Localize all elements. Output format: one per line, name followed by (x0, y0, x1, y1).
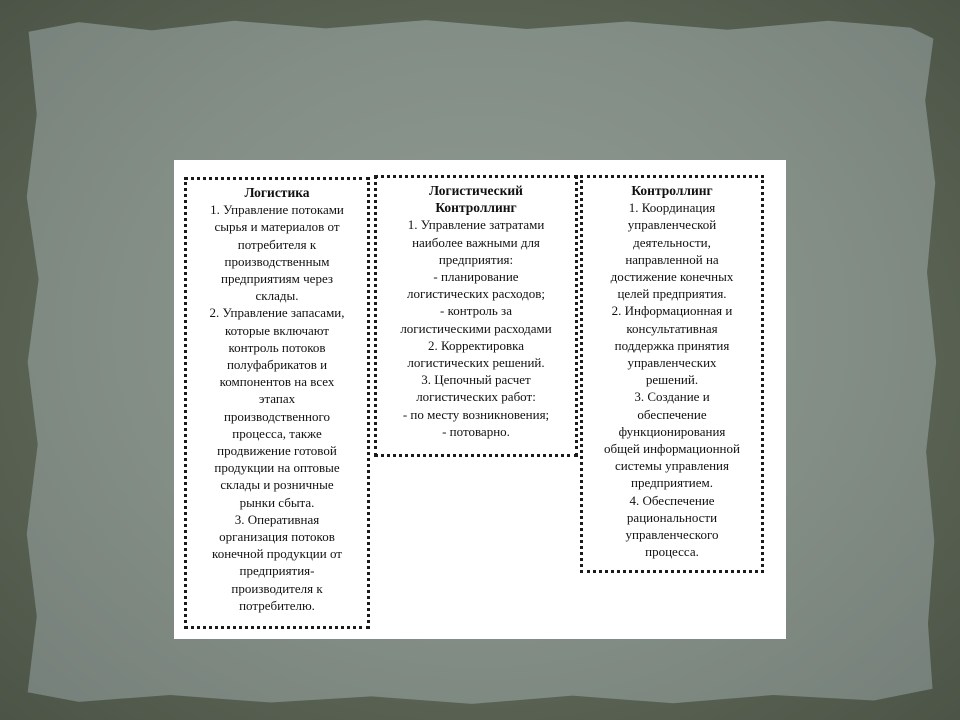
column-logistics (184, 177, 370, 629)
column-text: 1. Управление потоками сырья и материалов от потребителя к производственным предприятиям через склады. 2. Управление запасами, которые включают контроль потоков полуфабрикатов и компонентов на всех этапах производственного процесса, также продвижение готовой продукции на оптовые склады и розничные рынки сбыта. 3. Оперативная организация потоков конечной продукции от предприятия- производителя к потребителю. (209, 202, 345, 613)
column-text: 1. Координация управленческой деятельности, направленной на достижение конечных целей предприятия. 2. Информационная и консультативная поддержка принятия управленческих решений. 3. Создание и обеспечение функционирования общей информационной системы управления предприятием. 4. Обеспечение рациональности управленческого процесса. (604, 200, 740, 560)
diagram-image (174, 160, 786, 639)
column-title: Контроллинг (631, 183, 713, 198)
column-controlling (580, 175, 764, 573)
column-title: Логистический Контроллинг (429, 183, 523, 216)
column-logistic-controlling (374, 175, 578, 457)
column-text: 1. Управление затратами наиболее важными для предприятия: - планирование логистических расходов; - контроль за логистическими расходами 2. Корректировка логистических решений. 3. Цепочный расчет логистических работ: - по месту возникновения; - потоварно. (400, 217, 552, 439)
column-title: Логистика (244, 185, 310, 200)
